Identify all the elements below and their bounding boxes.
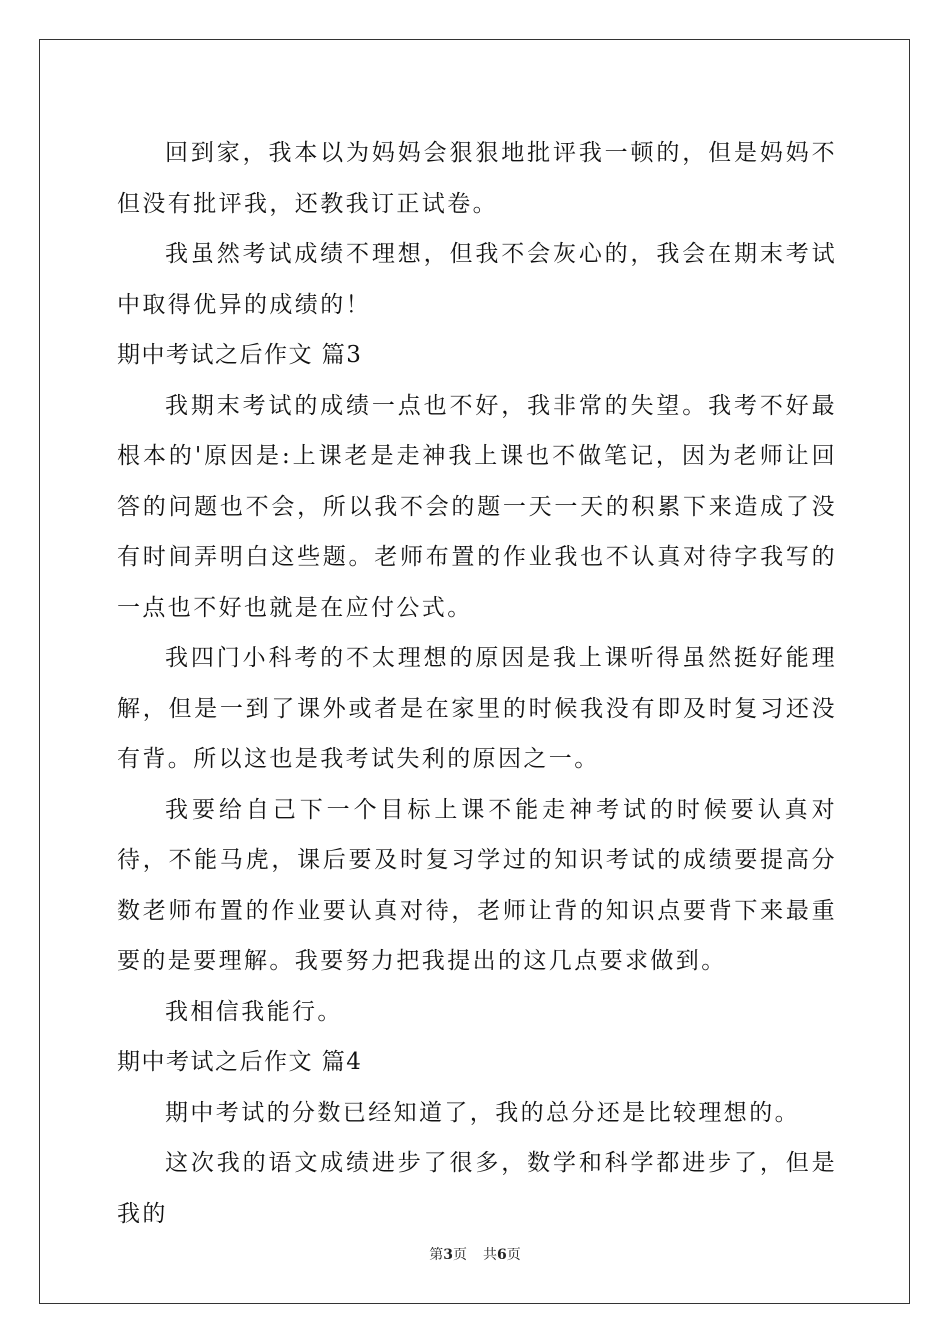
document-body (117, 128, 837, 1239)
paragraph: 回到家，我本以为妈妈会狠狠地批评我一顿的，但是妈妈不但没有批评我，还教我订正试卷。 (117, 140, 837, 217)
paragraph: 我四门小科考的不太理想的原因是我上课听得虽然挺好能理解，但是一到了课外或者是在家里的时候我没有即及时复习还没有背。所以这也是我考试失利的原因之一。 (117, 645, 837, 772)
paragraph: 我相信我能行。 (165, 998, 343, 1025)
page-indicator: 第3页 (429, 1247, 467, 1263)
section-heading: 期中考试之后作文 篇3 (117, 342, 363, 368)
paragraph: 期中考试的分数已经知道了，我的总分还是比较理想的。 (165, 1099, 800, 1126)
page-footer (0, 1244, 950, 1264)
total-pages-indicator: 共6页 (483, 1247, 521, 1263)
paragraph: 我要给自己下一个目标上课不能走神考试的时候要认真对待，不能马虎，课后要及时复习学过的知识考试的成绩要提高分数老师布置的作业要认真对待，老师让背的知识点要背下来最重要的是要理解。我要努力把我提出的这几点要求做到。 (117, 796, 837, 974)
total-page-number: 6 (497, 1247, 507, 1263)
paragraph: 我期末考试的成绩一点也不好，我非常的失望。我考不好最根本的'原因是:上课老是走神我上课也不做笔记，因为老师让回答的问题也不会，所以我不会的题一天一天的积累下来造成了没有时间弄明白这些题。老师布置的作业我也不认真对待字我写的一点也不好也就是在应付公式。 (117, 392, 837, 621)
paragraph: 这次我的语文成绩进步了很多，数学和科学都进步了，但是我的 (117, 1150, 837, 1227)
current-page-number: 3 (443, 1247, 453, 1263)
paragraph: 我虽然考试成绩不理想，但我不会灰心的，我会在期末考试中取得优异的成绩的！ (117, 241, 837, 318)
section-heading: 期中考试之后作文 篇4 (117, 1049, 363, 1075)
